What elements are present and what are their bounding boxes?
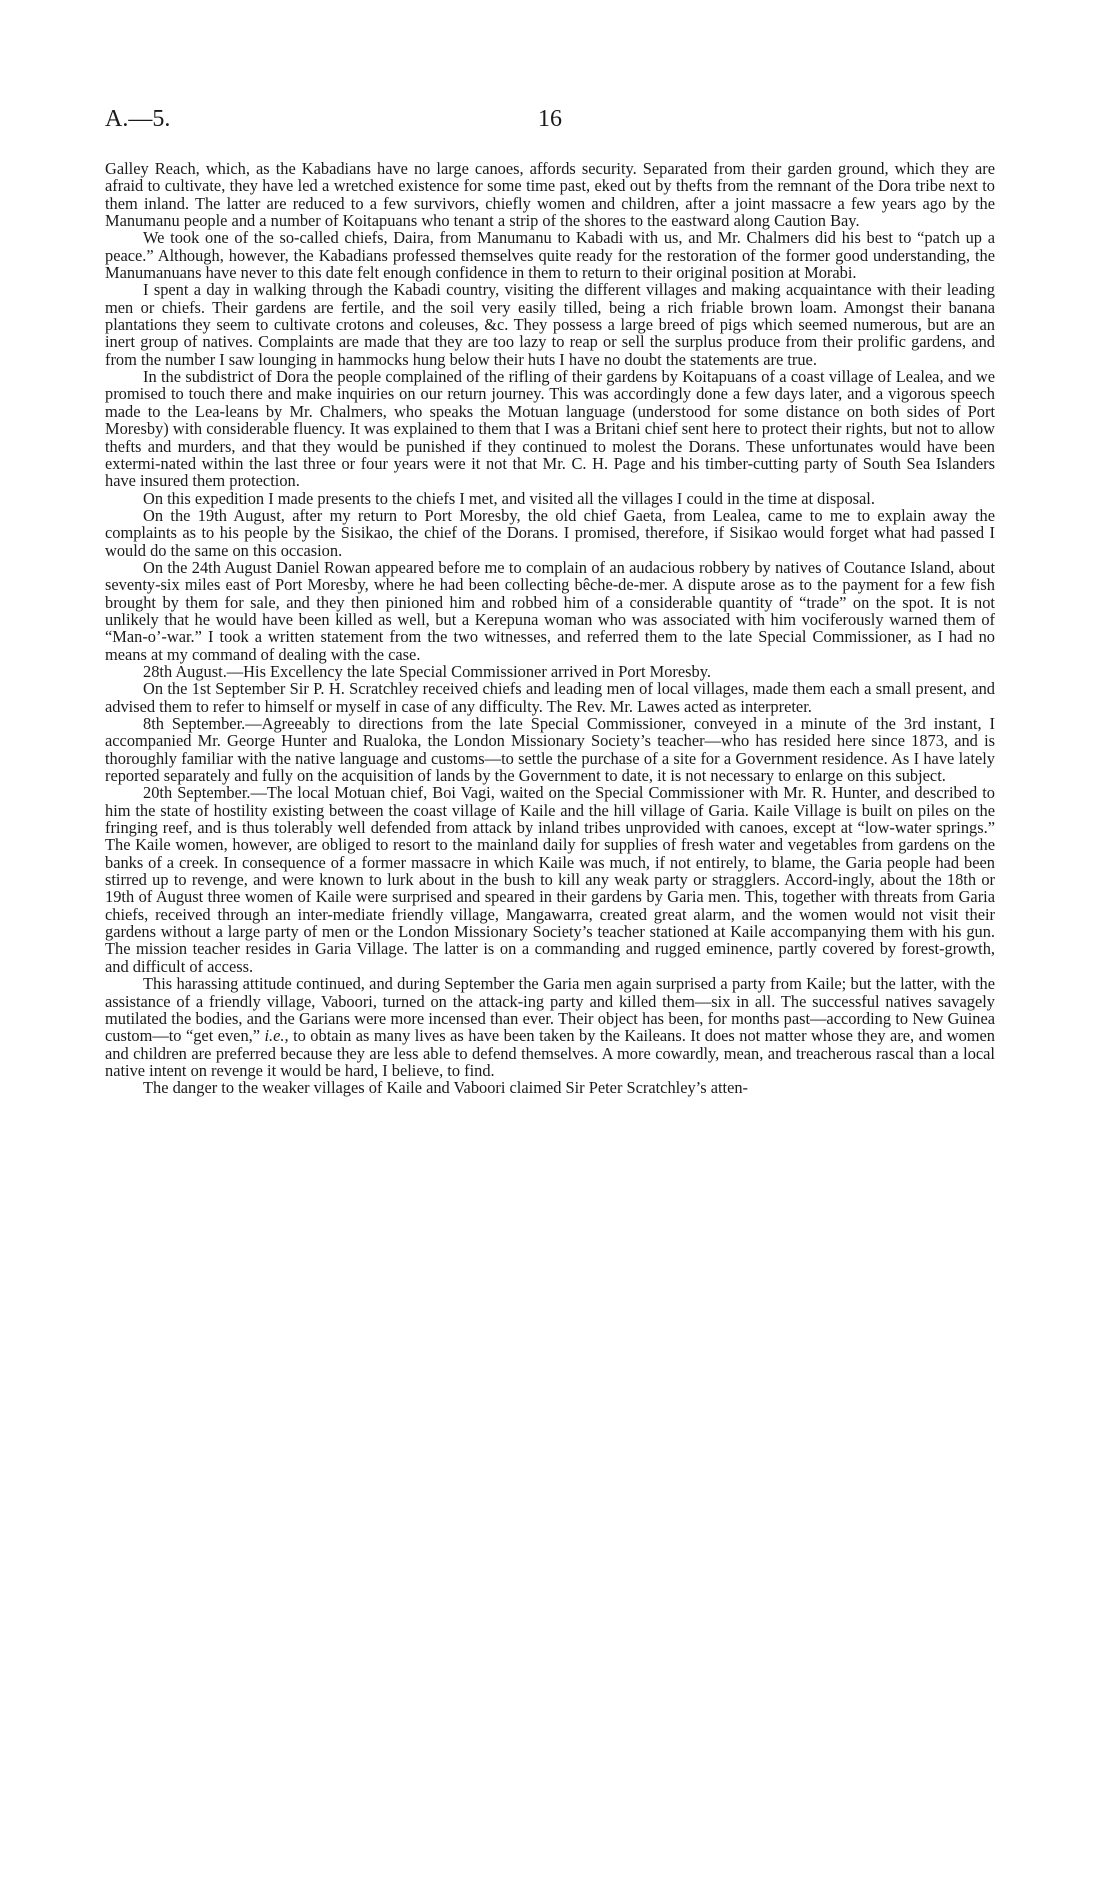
page-header bbox=[105, 106, 995, 138]
document-reference: A.—5. bbox=[105, 106, 171, 132]
italic-abbreviation: i.e., bbox=[264, 1026, 289, 1046]
body-text bbox=[105, 160, 995, 1097]
paragraph: 28th August.—His Excellency the late Special Commissioner arrived in Port Moresby. bbox=[143, 661, 711, 681]
paragraph bbox=[105, 975, 995, 1079]
paragraph: 20th September.—The local Motuan chief, Boi Vagi, waited on the Special Commissioner with Mr. R. Hunter, and described to him the state of hostility existing between the coast village of Kaile and the hill village of Garia. Kaile Village is built on piles on the fringing reef, and is thus tolerably well defended from attack by inland tribes unprovided with canoes, except at “low-water springs.” The Kaile women, however, are obliged to resort to the mainland daily for supplies of fresh water and vegetables from gardens on the banks of a creek. In consequence of a former massacre in which Kaile was much, if not entirely, to blame, the Garia people had been stirred up to revenge, and were known to lurk about in the bush to kill any weak party or stragglers. Accord-ingly, about the 18th or 19th of August three women of Kaile were surprised and speared in their gardens by Garia men. This, together with threats from Garia chiefs, received through an inter-mediate friendly village, Mangawarra, created great alarm, and the women would not visit their gardens without a large party of men or the London Missionary Society’s teacher stationed at Kaile accompanying them with his gun. The mission teacher resides in Garia Village. The latter is on a commanding and rugged eminence, partly covered by forest-growth, and difficult of access. bbox=[105, 783, 995, 976]
paragraph: On the 24th August Daniel Rowan appeared before me to complain of an audacious robbery by natives of Coutance Island, about seventy-six miles east of Port Moresby, where he had been collecting bêche-de-mer. A dispute arose as to the payment for a few fish brought by them for sale, and they then pinioned him and robbed him of a considerable quantity of “trade” on the spot. It is not unlikely that he would have been killed as well, but a Kerepuna woman who was associated with him vociferously warned them of “Man-o’-war.” I took a written statement from the two witnesses, and referred them to the late Special Commissioner, as I had no means at my command of dealing with the case. bbox=[105, 557, 995, 664]
paragraph: 8th September.—Agreeably to directions from the late Special Commissioner, conveyed in a minute of the 3rd instant, I accompanied Mr. George Hunter and Rualoka, the London Missionary Society’s teacher—who has resided here since 1873, and is thoroughly familiar with the native language and customs—to settle the purchase of a site for a Government residence. As I have lately reported separately and fully on the acquisition of lands by the Government to date, it is not necessary to enlarge on this subject. bbox=[105, 714, 995, 786]
paragraph: I spent a day in walking through the Kabadi country, visiting the different villages and making acquaintance with their leading men or chiefs. Their gardens are fertile, and the soil very easily tilled, being a rich friable brown loam. Amongst their banana plantations they seem to cultivate crotons and coleuses, &c. They possess a large breed of pigs which seemed numerous, but are an inert group of natives. Complaints are made that they are too lazy to reap or sell the surplus produce from their prolific gardens, and from the number I saw lounging in hammocks hung below their huts I have no doubt the statements are true. bbox=[105, 280, 995, 369]
paragraph: On the 1st September Sir P. H. Scratchley received chiefs and leading men of local villages, made them each a small present, and advised them to refer to himself or myself in case of any difficulty. The Rev. Mr. Lawes acted as interpreter. bbox=[105, 679, 995, 716]
paragraph: We took one of the so-called chiefs, Daira, from Manumanu to Kabadi with us, and Mr. Chalmers did his best to “patch up a peace.” Although, however, the Kabadians professed themselves quite ready for the restoration of the former good understanding, the Manumanuans have never to this date felt enough confidence in them to return to their original position at Morabi. bbox=[105, 228, 995, 283]
paragraph-text: to obtain as many lives as have been taken by the Kaileans. It does not matter whose they are, and women and children are preferred because they are less able to defend themselves. A more cowardly, mean, and treacherous rascal than a local native intent on revenge it would be hard, I believe, to find. bbox=[105, 1026, 995, 1080]
paragraph: In the subdistrict of Dora the people complained of the rifling of their gardens by Koitapuans of a coast village of Lealea, and we promised to touch there and make inquiries on our return journey. This was accordingly done a few days later, and a vigorous speech made to the Lea-leans by Mr. Chalmers, who speaks the Motuan language (understood for some distance on both sides of Port Moresby) with considerable fluency. It was explained to them that I was a Britani chief sent here to protect their rights, but not to allow thefts and murders, and that they would be punished if they continued to molest the Dorans. These unfortunates would have been extermi-nated within the last three or four years were it not that Mr. C. H. Page and his timber-cutting party of South Sea Islanders have insured them protection. bbox=[105, 367, 995, 491]
paragraph: The danger to the weaker villages of Kaile and Vaboori claimed Sir Peter Scratchley’s atten- bbox=[143, 1078, 749, 1098]
paragraph: On this expedition I made presents to the chiefs I met, and visited all the villages I could in the time at disposal. bbox=[143, 488, 875, 508]
paragraph-text: This harassing attitude continued, and during September the Garia men again surprised a party from Kaile; but the latter, with the assistance of a friendly village, Vaboori, turned on the attack-ing party and killed them—six in all. The successful natives savagely mutilated the bodies, and the Garians were more incensed than ever. Their object has been, for months past—according to New Guinea custom—to “get even,” bbox=[105, 974, 995, 1046]
page-number: 16 bbox=[538, 106, 562, 132]
paragraph: Galley Reach, which, as the Kabadians have no large canoes, affords security. Separated from their garden ground, which they are afraid to cultivate, they have led a wretched existence for some time past, eked out by thefts from the remnant of the Dora tribe next to them inland. The latter are reduced to a few survivors, chiefly women and children, after a joint massacre a few years ago by the Manumanu people and a number of Koitapuans who tenant a strip of the shores to the eastward along Caution Bay. bbox=[105, 159, 995, 231]
paragraph: On the 19th August, after my return to Port Moresby, the old chief Gaeta, from Lealea, came to me to explain away the complaints as to his people by the Sisikao, the chief of the Dorans. I promised, therefore, if Sisikao would forget what had passed I would do the same on this occasion. bbox=[105, 505, 995, 560]
